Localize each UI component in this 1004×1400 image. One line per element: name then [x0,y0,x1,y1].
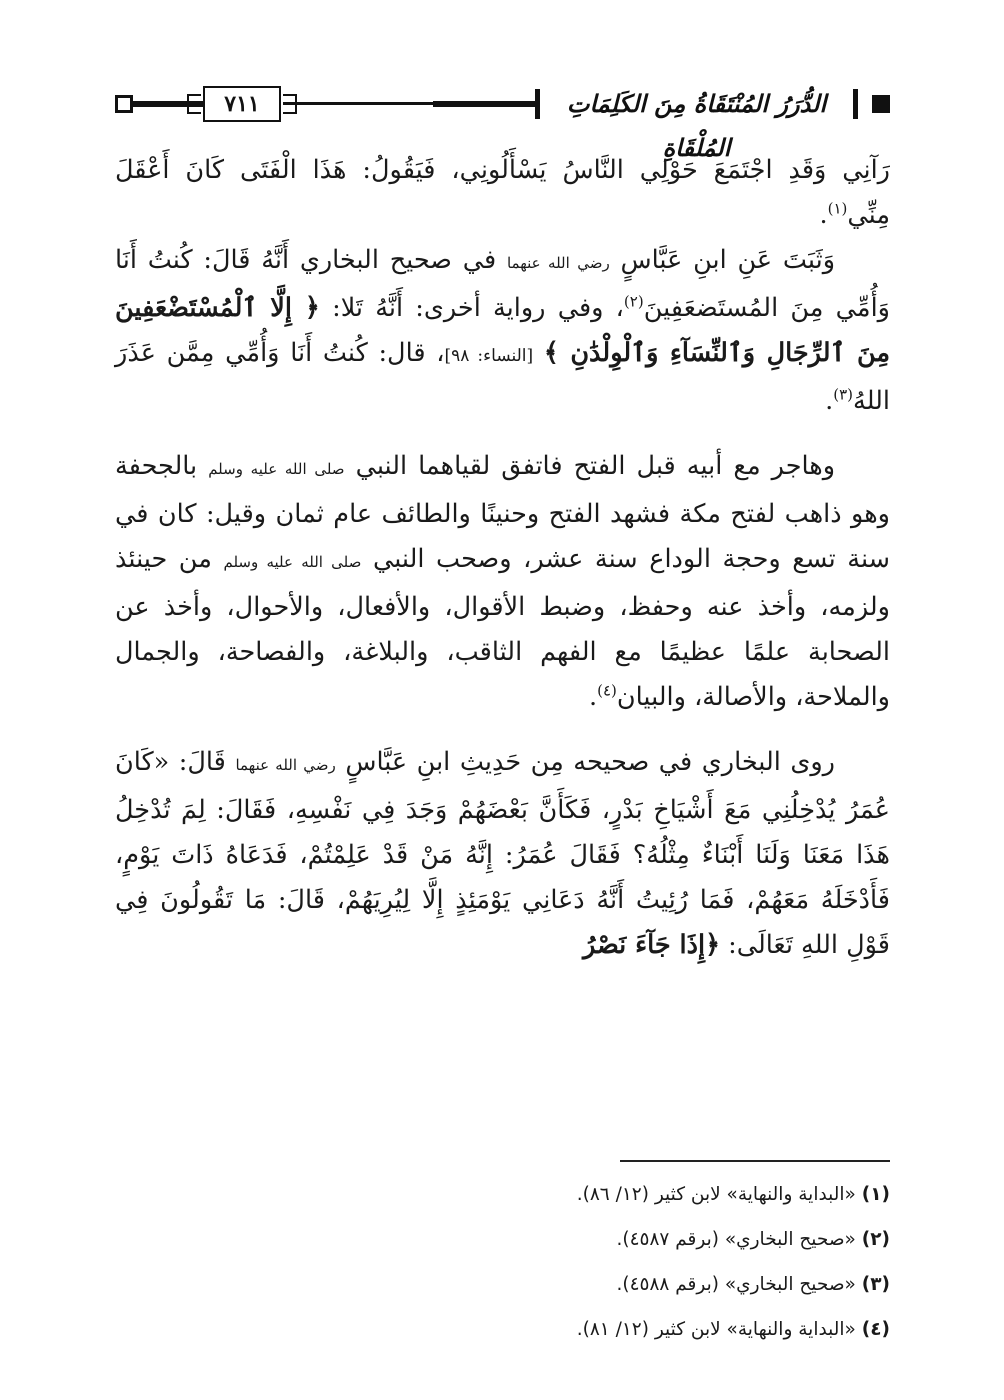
honorific-radiallahu-anhuma: رضي الله عنهما [506,254,610,272]
footnotes [115,1172,890,1352]
paragraph-1: رَآنِي وَقَدِ اجْتَمَعَ حَوْلِي النَّاسُ يَسْأَلُونِي، فَيَقُولُ: هَذَا الْفَتَى كَانَ أَعْقَلَ مِنِّي$^{(١)}$. [115,155,890,230]
main-text [115,148,890,968]
footnote-text: «البداية والنهاية» لابن كثير (١٢/ ٨٦). [576,1184,856,1205]
paragraph-2: وَثَبَتَ عَنِ ابنِ عَبَّاسٍ رضي الله عنهما في صحيح البخاري أَنَّهُ قَالَ: كُنتُ أَنَا وَأُمِّي مِنَ المُستَضعَفِينَ$^{(٢)}$، وفي رواية أخرى: أَنَّهُ تَلا: ﴿ إِلَّا ٱلْمُسْتَضْعَفِينَ مِنَ ٱلرِّجَالِ وَٱلنِّسَآءِ وَٱلْوِلْدَٰنِ ﴾ [النساء: ٩٨]، قال: كُنتُ أَنَا وَأُمِّي مِمَّن عَذَرَ اللهُ$^{(٣)}$. [115,245,891,416]
footnote-number: (٢) [861,1229,890,1250]
quran-verse: ﴿ إِلَّا ٱلْمُسْتَضْعَفِينَ مِنَ ٱلرِّجَالِ وَٱلنِّسَآءِ وَٱلْوِلْدَٰنِ ﴾ [115,293,891,368]
header-ornament-bar [853,89,858,119]
footnote-ref[interactable]: (٣) [833,385,854,404]
header-ornament-hollow-square [115,95,133,113]
footnote-item [115,1172,890,1217]
honorific-salallahu-alayhi-wasallam: صلى الله عليه وسلم [223,553,362,571]
footnote-ref[interactable]: (٤) [597,681,617,700]
book-title: الدُّرَرُ المُنْتَقَاةُ مِنَ الكَلِمَاتِ المُلْقَاةِ [543,82,850,126]
footnote-item [115,1262,890,1307]
page-header [115,82,890,162]
paragraph-3: وهاجر مع أبيه قبل الفتح فاتفق لقياهما النبي صلى الله عليه وسلم بالجحفة وهو ذاهب لفتح مكة فشهد الفتح وحنينًا والطائف عام ثمان وقيل: كان في سنة تسع وحجة الوداع سنة عشر، وصحب النبي صلى الله عليه وسلم من حينئذ ولزمه، وأخذ عنه وحفظ، وضبط الأقوال، والأفعال، والأحوال، وأخذ عن الصحابة علمًا عظيمًا مع الفهم الثاقب، والبلاغة، والفصاحة، والجمال والملاحة، والأصالة، والبيان$^{(٤)}$. [115,451,891,712]
quran-verse: ﴿إِذَا جَآءَ نَصْرُ [583,930,721,960]
footnote-text: «البداية والنهاية» لابن كثير (١٢/ ٨١). [576,1319,856,1340]
footnote-number: (٤) [861,1319,890,1340]
paragraph-text: رَآنِي وَقَدِ اجْتَمَعَ حَوْلِي النَّاسُ يَسْأَلُونِي، فَيَقُولُ: هَذَا الْفَتَى كَانَ أَعْقَلَ مِنِّي [115,155,890,230]
header-rule-right [433,101,535,107]
footnote-number: (١) [861,1184,890,1205]
footnote-ref[interactable]: (٢) [623,292,644,311]
footnote-item [115,1307,890,1352]
quran-reference: [النساء: ٩٨] [444,346,534,366]
footnote-text: «صحيح البخاري» (برقم ٤٥٨٧). [616,1229,856,1250]
footnote-ref[interactable]: (١) [827,199,848,218]
paragraph-4: روى البخاري في صحيحه مِن حَدِيثِ ابنِ عَبَّاسٍ رضي الله عنهما قَالَ: «كَانَ عُمَرُ يُدْخِلُنِي مَعَ أَشْيَاخِ بَدْرٍ، فَكَأَنَّ بَعْضَهُمْ وَجَدَ فِي نَفْسِهِ، فَقَالَ: لِمَ تُدْخِلُ هَذَا مَعَنَا وَلَنَا أَبْنَاءٌ مِثْلُهُ؟ فَقَالَ عُمَرُ: إِنَّهُ مَنْ قَدْ عَلِمْتُمْ، فَدَعَاهُ ذَاتَ يَوْمٍ، فَأَدْخَلَهُ مَعَهُمْ، فَمَا رُئِيتُ أَنَّهُ دَعَانِي يَوْمَئِذٍ إِلَّا لِيُرِيَهُمْ، قَالَ: مَا تَقُولُونَ فِي قَوْلِ اللهِ تَعَالَى: ﴿إِذَا جَآءَ نَصْرُ [115,747,890,960]
header-ornament-solid-square [872,95,890,113]
footnote-separator [620,1160,890,1162]
honorific-salallahu-alayhi-wasallam: صلى الله عليه وسلم [208,460,345,478]
page-number: ٧١١ [203,86,281,122]
footnote-item [115,1217,890,1262]
header-ornament-bar [535,89,540,119]
footnote-text: «صحيح البخاري» (برقم ٤٥٨٨). [616,1274,856,1295]
honorific-radiallahu-anhuma: رضي الله عنهما [235,756,336,774]
footnote-number: (٣) [861,1274,890,1295]
header-rule-thin [283,102,433,105]
